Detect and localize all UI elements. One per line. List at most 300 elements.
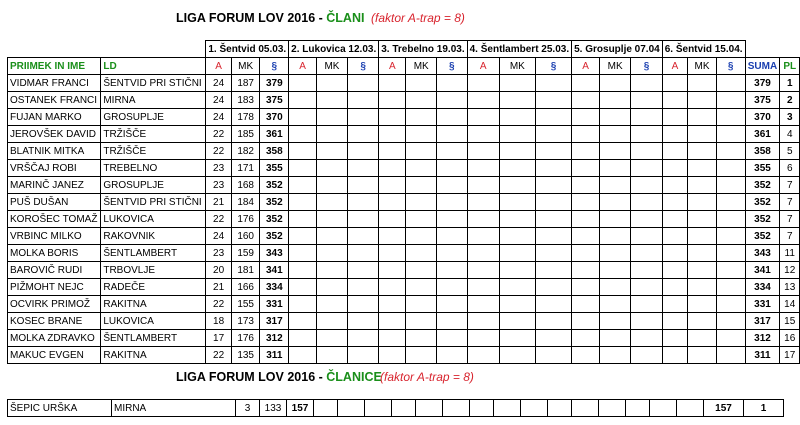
empty-score-cell — [348, 177, 379, 194]
round1-score: 352 — [260, 228, 289, 245]
placement: 3 — [780, 109, 800, 126]
round1-mk: 184 — [231, 194, 260, 211]
empty-score-cell — [467, 92, 499, 109]
placement: 13 — [780, 279, 800, 296]
empty-score-cell — [379, 92, 406, 109]
empty-score-cell — [467, 228, 499, 245]
men-title-factor: (faktor A-trap = 8) — [371, 11, 465, 25]
empty-score-cell — [316, 177, 347, 194]
empty-score-cell — [535, 228, 571, 245]
round1-a: 22 — [206, 347, 231, 364]
placement: 16 — [780, 330, 800, 347]
round1-mk: 181 — [231, 262, 260, 279]
empty-score-cell — [535, 75, 571, 92]
empty-score-cell — [379, 194, 406, 211]
participant-name: OSTANEK FRANCI — [8, 92, 101, 109]
participant-name: KOROŠEC TOMAŽ — [8, 211, 101, 228]
empty-score-cell — [716, 330, 745, 347]
empty-score-cell — [677, 400, 704, 417]
round1-score: 361 — [260, 126, 289, 143]
round-header-row — [8, 41, 800, 58]
round1-score: 157 — [287, 400, 314, 417]
empty-score-cell — [499, 347, 535, 364]
empty-score-cell — [716, 92, 745, 109]
participant-name: KOSEC BRANE — [8, 313, 101, 330]
round1-mk: 176 — [231, 211, 260, 228]
empty-score-cell — [316, 126, 347, 143]
empty-score-cell — [467, 109, 499, 126]
column-header-row — [8, 58, 800, 75]
empty-score-cell — [392, 400, 416, 417]
round1-a: 24 — [206, 109, 231, 126]
empty-score-cell — [535, 262, 571, 279]
a-column-header: A — [379, 58, 406, 75]
round1-a: 18 — [206, 313, 231, 330]
empty-score-cell — [572, 262, 600, 279]
table-row — [8, 313, 800, 330]
empty-score-cell — [470, 400, 494, 417]
round1-a: 22 — [206, 296, 231, 313]
participant-ld: GROSUPLJE — [101, 177, 206, 194]
round1-score: 358 — [260, 143, 289, 160]
empty-score-cell — [316, 262, 347, 279]
empty-score-cell — [572, 330, 600, 347]
empty-score-cell — [535, 177, 571, 194]
empty-score-cell — [599, 330, 630, 347]
empty-score-cell — [572, 143, 600, 160]
empty-score-cell — [348, 228, 379, 245]
empty-score-cell — [499, 228, 535, 245]
participant-name: JEROVŠEK DAVID — [8, 126, 101, 143]
participant-ld: GROSUPLJE — [101, 109, 206, 126]
empty-score-cell — [437, 211, 468, 228]
empty-score-cell — [688, 75, 717, 92]
empty-score-cell — [289, 177, 317, 194]
empty-score-cell — [662, 330, 687, 347]
table-row — [8, 177, 800, 194]
table-row — [8, 400, 784, 417]
empty-score-cell — [289, 347, 317, 364]
empty-score-cell — [348, 330, 379, 347]
empty-score-cell — [289, 279, 317, 296]
placement: 2 — [780, 92, 800, 109]
placement: 7 — [780, 228, 800, 245]
a-column-header: A — [662, 58, 687, 75]
empty-score-cell — [499, 194, 535, 211]
empty-score-cell — [535, 313, 571, 330]
empty-score-cell — [348, 109, 379, 126]
table-row — [8, 211, 800, 228]
empty-score-cell — [316, 160, 347, 177]
empty-score-cell — [406, 194, 437, 211]
empty-score-cell — [662, 143, 687, 160]
empty-score-cell — [467, 160, 499, 177]
total-score: 343 — [745, 245, 780, 262]
round-header: 5. Grosuplje 07.04 — [572, 41, 663, 58]
empty-score-cell — [289, 245, 317, 262]
mk-column-header: MK — [688, 58, 717, 75]
empty-score-cell — [572, 296, 600, 313]
empty-score-cell — [662, 194, 687, 211]
score-column-header: § — [716, 58, 745, 75]
empty-score-cell — [348, 126, 379, 143]
men-results-table — [7, 40, 800, 364]
empty-score-cell — [379, 228, 406, 245]
women-title-factor: (faktor A-trap = 8) — [380, 370, 474, 384]
empty-score-cell — [716, 194, 745, 211]
empty-score-cell — [467, 143, 499, 160]
empty-score-cell — [535, 279, 571, 296]
empty-score-cell — [716, 143, 745, 160]
empty-score-cell — [716, 296, 745, 313]
empty-score-cell — [599, 177, 630, 194]
empty-score-cell — [437, 330, 468, 347]
empty-score-cell — [688, 313, 717, 330]
empty-score-cell — [631, 75, 662, 92]
empty-score-cell — [467, 75, 499, 92]
empty-score-cell — [316, 109, 347, 126]
mk-column-header: MK — [499, 58, 535, 75]
total-score: 379 — [745, 75, 780, 92]
empty-score-cell — [716, 75, 745, 92]
empty-score-cell — [365, 400, 392, 417]
empty-score-cell — [688, 330, 717, 347]
round1-score: 341 — [260, 262, 289, 279]
empty-score-cell — [631, 109, 662, 126]
score-column-header: § — [260, 58, 289, 75]
total-score: 352 — [745, 211, 780, 228]
round1-score: 379 — [260, 75, 289, 92]
empty-score-cell — [406, 262, 437, 279]
empty-score-cell — [688, 245, 717, 262]
empty-score-cell — [316, 211, 347, 228]
empty-score-cell — [599, 228, 630, 245]
empty-score-cell — [716, 211, 745, 228]
placement: 6 — [780, 160, 800, 177]
empty-score-cell — [631, 262, 662, 279]
round1-score: 317 — [260, 313, 289, 330]
empty-score-cell — [688, 160, 717, 177]
empty-score-cell — [406, 347, 437, 364]
empty-score-cell — [348, 143, 379, 160]
placement: 5 — [780, 143, 800, 160]
empty-score-cell — [499, 177, 535, 194]
a-column-header: A — [289, 58, 317, 75]
empty-score-cell — [716, 177, 745, 194]
placement: 1 — [780, 75, 800, 92]
empty-score-cell — [662, 279, 687, 296]
mk-column-header: MK — [231, 58, 260, 75]
empty-score-cell — [316, 75, 347, 92]
participant-name: BLATNIK MITKA — [8, 143, 101, 160]
empty-score-cell — [688, 194, 717, 211]
empty-score-cell — [599, 126, 630, 143]
empty-score-cell — [379, 109, 406, 126]
table-row — [8, 109, 800, 126]
empty-score-cell — [599, 143, 630, 160]
empty-score-cell — [662, 160, 687, 177]
empty-score-cell — [289, 211, 317, 228]
total-score: 352 — [745, 177, 780, 194]
empty-score-cell — [631, 245, 662, 262]
empty-score-cell — [599, 160, 630, 177]
empty-score-cell — [688, 109, 717, 126]
total-score: 317 — [745, 313, 780, 330]
empty-score-cell — [467, 245, 499, 262]
empty-score-cell — [650, 400, 677, 417]
round1-a: 24 — [206, 228, 231, 245]
participant-ld: TRŽIŠČE — [101, 126, 206, 143]
empty-score-cell — [572, 245, 600, 262]
participant-name: FUJAN MARKO — [8, 109, 101, 126]
empty-score-cell — [499, 330, 535, 347]
participant-name: PUŠ DUŠAN — [8, 194, 101, 211]
empty-score-cell — [437, 75, 468, 92]
total-score: 361 — [745, 126, 780, 143]
participant-ld: LUKOVICA — [101, 211, 206, 228]
participant-name: MAKUC EVGEN — [8, 347, 101, 364]
empty-score-cell — [437, 143, 468, 160]
empty-score-cell — [406, 211, 437, 228]
empty-score-cell — [535, 126, 571, 143]
empty-score-cell — [494, 400, 521, 417]
empty-score-cell — [631, 194, 662, 211]
empty-score-cell — [416, 400, 443, 417]
empty-score-cell — [688, 279, 717, 296]
empty-score-cell — [572, 92, 600, 109]
empty-score-cell — [688, 262, 717, 279]
participant-ld: RAKITNA — [101, 347, 206, 364]
table-row — [8, 330, 800, 347]
empty-score-cell — [662, 211, 687, 228]
empty-score-cell — [379, 296, 406, 313]
empty-score-cell — [348, 262, 379, 279]
empty-score-cell — [499, 296, 535, 313]
empty-score-cell — [289, 143, 317, 160]
round1-mk: 160 — [231, 228, 260, 245]
participant-name: PIŽMOHT NEJC — [8, 279, 101, 296]
round1-mk: 155 — [231, 296, 260, 313]
empty-score-cell — [599, 109, 630, 126]
participant-ld: TREBELNO — [101, 160, 206, 177]
empty-score-cell — [406, 228, 437, 245]
empty-score-cell — [631, 211, 662, 228]
empty-score-cell — [406, 143, 437, 160]
empty-score-cell — [289, 228, 317, 245]
table-row — [8, 245, 800, 262]
participant-ld: MIRNA — [101, 92, 206, 109]
empty-score-cell — [499, 160, 535, 177]
women-results-table — [7, 399, 784, 417]
empty-score-cell — [499, 143, 535, 160]
total-score: 358 — [745, 143, 780, 160]
empty-score-cell — [535, 160, 571, 177]
round1-mk: 168 — [231, 177, 260, 194]
total-score: 375 — [745, 92, 780, 109]
empty-score-cell — [688, 211, 717, 228]
empty-score-cell — [437, 194, 468, 211]
empty-score-cell — [572, 211, 600, 228]
empty-score-cell — [406, 92, 437, 109]
empty-score-cell — [599, 92, 630, 109]
placement: 4 — [780, 126, 800, 143]
empty-score-cell — [572, 194, 600, 211]
empty-score-cell — [499, 211, 535, 228]
empty-score-cell — [688, 126, 717, 143]
empty-score-cell — [437, 262, 468, 279]
empty-score-cell — [316, 296, 347, 313]
empty-score-cell — [406, 109, 437, 126]
placement: 11 — [780, 245, 800, 262]
round1-a: 22 — [206, 143, 231, 160]
empty-score-cell — [406, 160, 437, 177]
men-title-text: LIGA FORUM LOV 2016 - ČLANI — [176, 11, 365, 25]
empty-score-cell — [599, 279, 630, 296]
empty-score-cell — [662, 228, 687, 245]
empty-score-cell — [716, 160, 745, 177]
empty-score-cell — [289, 194, 317, 211]
empty-score-cell — [316, 194, 347, 211]
empty-score-cell — [688, 347, 717, 364]
table-row — [8, 279, 800, 296]
participant-ld: ŠENTLAMBERT — [101, 245, 206, 262]
round1-a: 21 — [206, 194, 231, 211]
participant-name: OCVIRK PRIMOŽ — [8, 296, 101, 313]
empty-score-cell — [379, 75, 406, 92]
empty-score-cell — [572, 400, 599, 417]
round1-a: 20 — [206, 262, 231, 279]
placement: 15 — [780, 313, 800, 330]
empty-score-cell — [716, 109, 745, 126]
participant-ld: ŠENTVID PRI STIČNI — [101, 75, 206, 92]
table-row — [8, 228, 800, 245]
table-row — [8, 160, 800, 177]
empty-score-cell — [631, 296, 662, 313]
empty-score-cell — [626, 400, 650, 417]
empty-score-cell — [499, 245, 535, 262]
empty-score-cell — [379, 126, 406, 143]
round1-a: 23 — [206, 245, 231, 262]
empty-score-cell — [289, 126, 317, 143]
score-column-header: § — [631, 58, 662, 75]
total-score: 312 — [745, 330, 780, 347]
placement: 1 — [744, 400, 784, 417]
participant-ld: TRŽIŠČE — [101, 143, 206, 160]
empty-score-cell — [289, 296, 317, 313]
empty-score-cell — [467, 313, 499, 330]
empty-score-cell — [437, 109, 468, 126]
empty-score-cell — [316, 143, 347, 160]
empty-score-cell — [535, 211, 571, 228]
empty-score-cell — [437, 177, 468, 194]
empty-score-cell — [467, 296, 499, 313]
total-score: 341 — [745, 262, 780, 279]
empty-score-cell — [406, 126, 437, 143]
empty-score-cell — [662, 296, 687, 313]
empty-score-cell — [572, 126, 600, 143]
empty-score-cell — [631, 228, 662, 245]
empty-score-cell — [406, 245, 437, 262]
empty-score-cell — [467, 194, 499, 211]
round1-mk: 171 — [231, 160, 260, 177]
empty-score-cell — [289, 109, 317, 126]
empty-score-cell — [437, 313, 468, 330]
round1-a: 3 — [236, 400, 260, 417]
blank-header-cell — [8, 41, 206, 58]
participant-ld: RADEČE — [101, 279, 206, 296]
empty-score-cell — [406, 330, 437, 347]
empty-score-cell — [379, 313, 406, 330]
empty-score-cell — [348, 211, 379, 228]
women-title-text: LIGA FORUM LOV 2016 - ČLANICE — [176, 370, 382, 384]
round1-score: 352 — [260, 194, 289, 211]
empty-score-cell — [467, 177, 499, 194]
empty-score-cell — [467, 211, 499, 228]
empty-score-cell — [499, 109, 535, 126]
table-row — [8, 75, 800, 92]
empty-score-cell — [499, 279, 535, 296]
empty-score-cell — [437, 245, 468, 262]
placement: 14 — [780, 296, 800, 313]
score-column-header: § — [437, 58, 468, 75]
participant-ld: MIRNA — [112, 400, 236, 417]
empty-score-cell — [348, 160, 379, 177]
empty-score-cell — [379, 279, 406, 296]
empty-score-cell — [437, 92, 468, 109]
empty-score-cell — [348, 296, 379, 313]
empty-score-cell — [499, 262, 535, 279]
round1-a: 21 — [206, 279, 231, 296]
empty-score-cell — [662, 92, 687, 109]
empty-score-cell — [631, 143, 662, 160]
round-header: 6. Šentvid 15.04. — [662, 41, 745, 58]
round-header: 3. Trebelno 19.03. — [379, 41, 467, 58]
empty-score-cell — [499, 75, 535, 92]
empty-score-cell — [662, 313, 687, 330]
round1-mk: 185 — [231, 126, 260, 143]
empty-score-cell — [662, 109, 687, 126]
empty-score-cell — [572, 160, 600, 177]
round1-score: 311 — [260, 347, 289, 364]
empty-score-cell — [548, 400, 572, 417]
empty-score-cell — [631, 160, 662, 177]
empty-score-cell — [348, 194, 379, 211]
empty-score-cell — [535, 109, 571, 126]
round1-a: 23 — [206, 160, 231, 177]
empty-score-cell — [437, 160, 468, 177]
round1-mk: 183 — [231, 92, 260, 109]
empty-score-cell — [289, 330, 317, 347]
empty-score-cell — [348, 347, 379, 364]
empty-score-cell — [631, 279, 662, 296]
suma-column-header: SUMA — [745, 58, 780, 75]
empty-score-cell — [443, 400, 470, 417]
round1-a: 24 — [206, 75, 231, 92]
empty-score-cell — [316, 228, 347, 245]
empty-score-cell — [379, 160, 406, 177]
empty-score-cell — [572, 228, 600, 245]
mk-column-header: MK — [406, 58, 437, 75]
participant-name: BAROVIČ RUDI — [8, 262, 101, 279]
placement: 17 — [780, 347, 800, 364]
empty-score-cell — [716, 279, 745, 296]
empty-score-cell — [572, 109, 600, 126]
empty-score-cell — [316, 279, 347, 296]
participant-ld: LUKOVICA — [101, 313, 206, 330]
empty-score-cell — [631, 347, 662, 364]
table-row — [8, 262, 800, 279]
total-score: 311 — [745, 347, 780, 364]
